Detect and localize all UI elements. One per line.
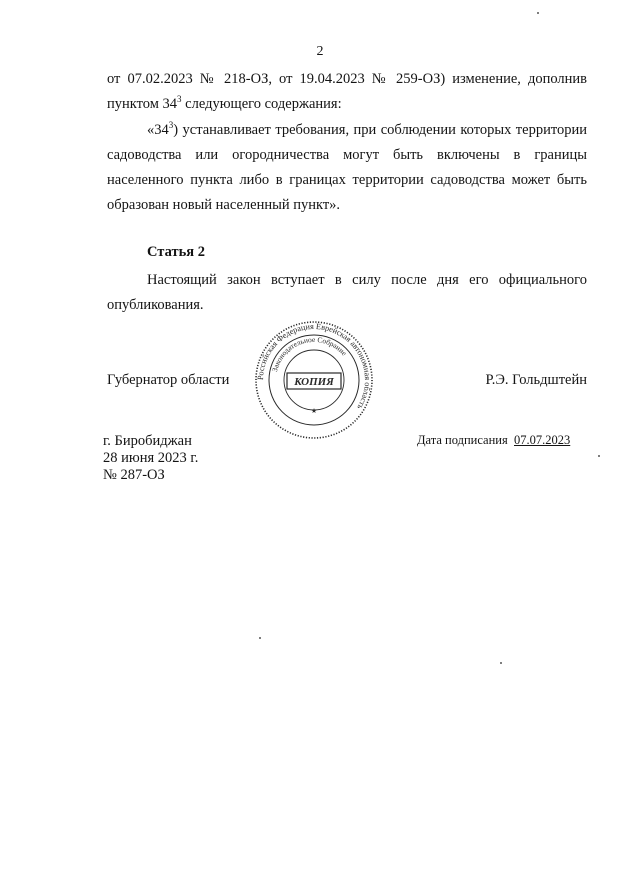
seal-ring-text: Российская Федерация Еврейская автономная область <box>255 321 373 411</box>
signing-date-label: Дата подписания <box>417 433 508 447</box>
inserted-clause-paragraph <box>107 118 587 218</box>
seal-graphic <box>254 320 374 440</box>
governor-title: Губернатор области <box>107 372 230 388</box>
signing-date-value: 07.07.2023 <box>514 433 571 447</box>
clause-line-4: образован новый населенный пункт». <box>107 197 341 213</box>
amendment-line-1: от 07.02.2023 № 218-ОЗ, от 19.04.2023 № 259-ОЗ) изменение, дополнив <box>107 71 587 87</box>
article-2-line-2: опубликования. <box>107 297 204 313</box>
page-number: 2 <box>316 44 324 59</box>
clause-line-3: населенного пункта либо в границах территории садоводства может быть <box>107 172 587 188</box>
clause-line-1: «$34^3$) устанавливает требования, при соблюдении которых территории <box>147 120 587 138</box>
amendment-line-2: пунктом $34^3$ следующего содержания: <box>107 94 342 112</box>
governor-name: Р.Э. Гольдштейн <box>485 372 587 388</box>
seal-star-icon: ★ <box>310 407 318 415</box>
seal-copy-label: КОПИЯ <box>294 376 334 388</box>
article-2-line-1: Настоящий закон вступает в силу после дня его официального <box>147 272 587 288</box>
signing-date-field <box>417 433 570 448</box>
law-number: № 287-ОЗ <box>103 467 165 483</box>
article-2-text <box>107 268 587 318</box>
signing-city: г. Биробиджан <box>103 433 192 449</box>
official-seal <box>254 320 374 440</box>
adoption-date: 28 июня 2023 г. <box>103 450 199 466</box>
amendment-paragraph <box>107 67 587 117</box>
seal-inner-text: Законодательное Собрание <box>270 334 349 373</box>
clause-line-2: садоводства или огородничества могут быть включены в границы <box>107 147 587 163</box>
article-2-heading: Статья 2 <box>147 244 205 260</box>
